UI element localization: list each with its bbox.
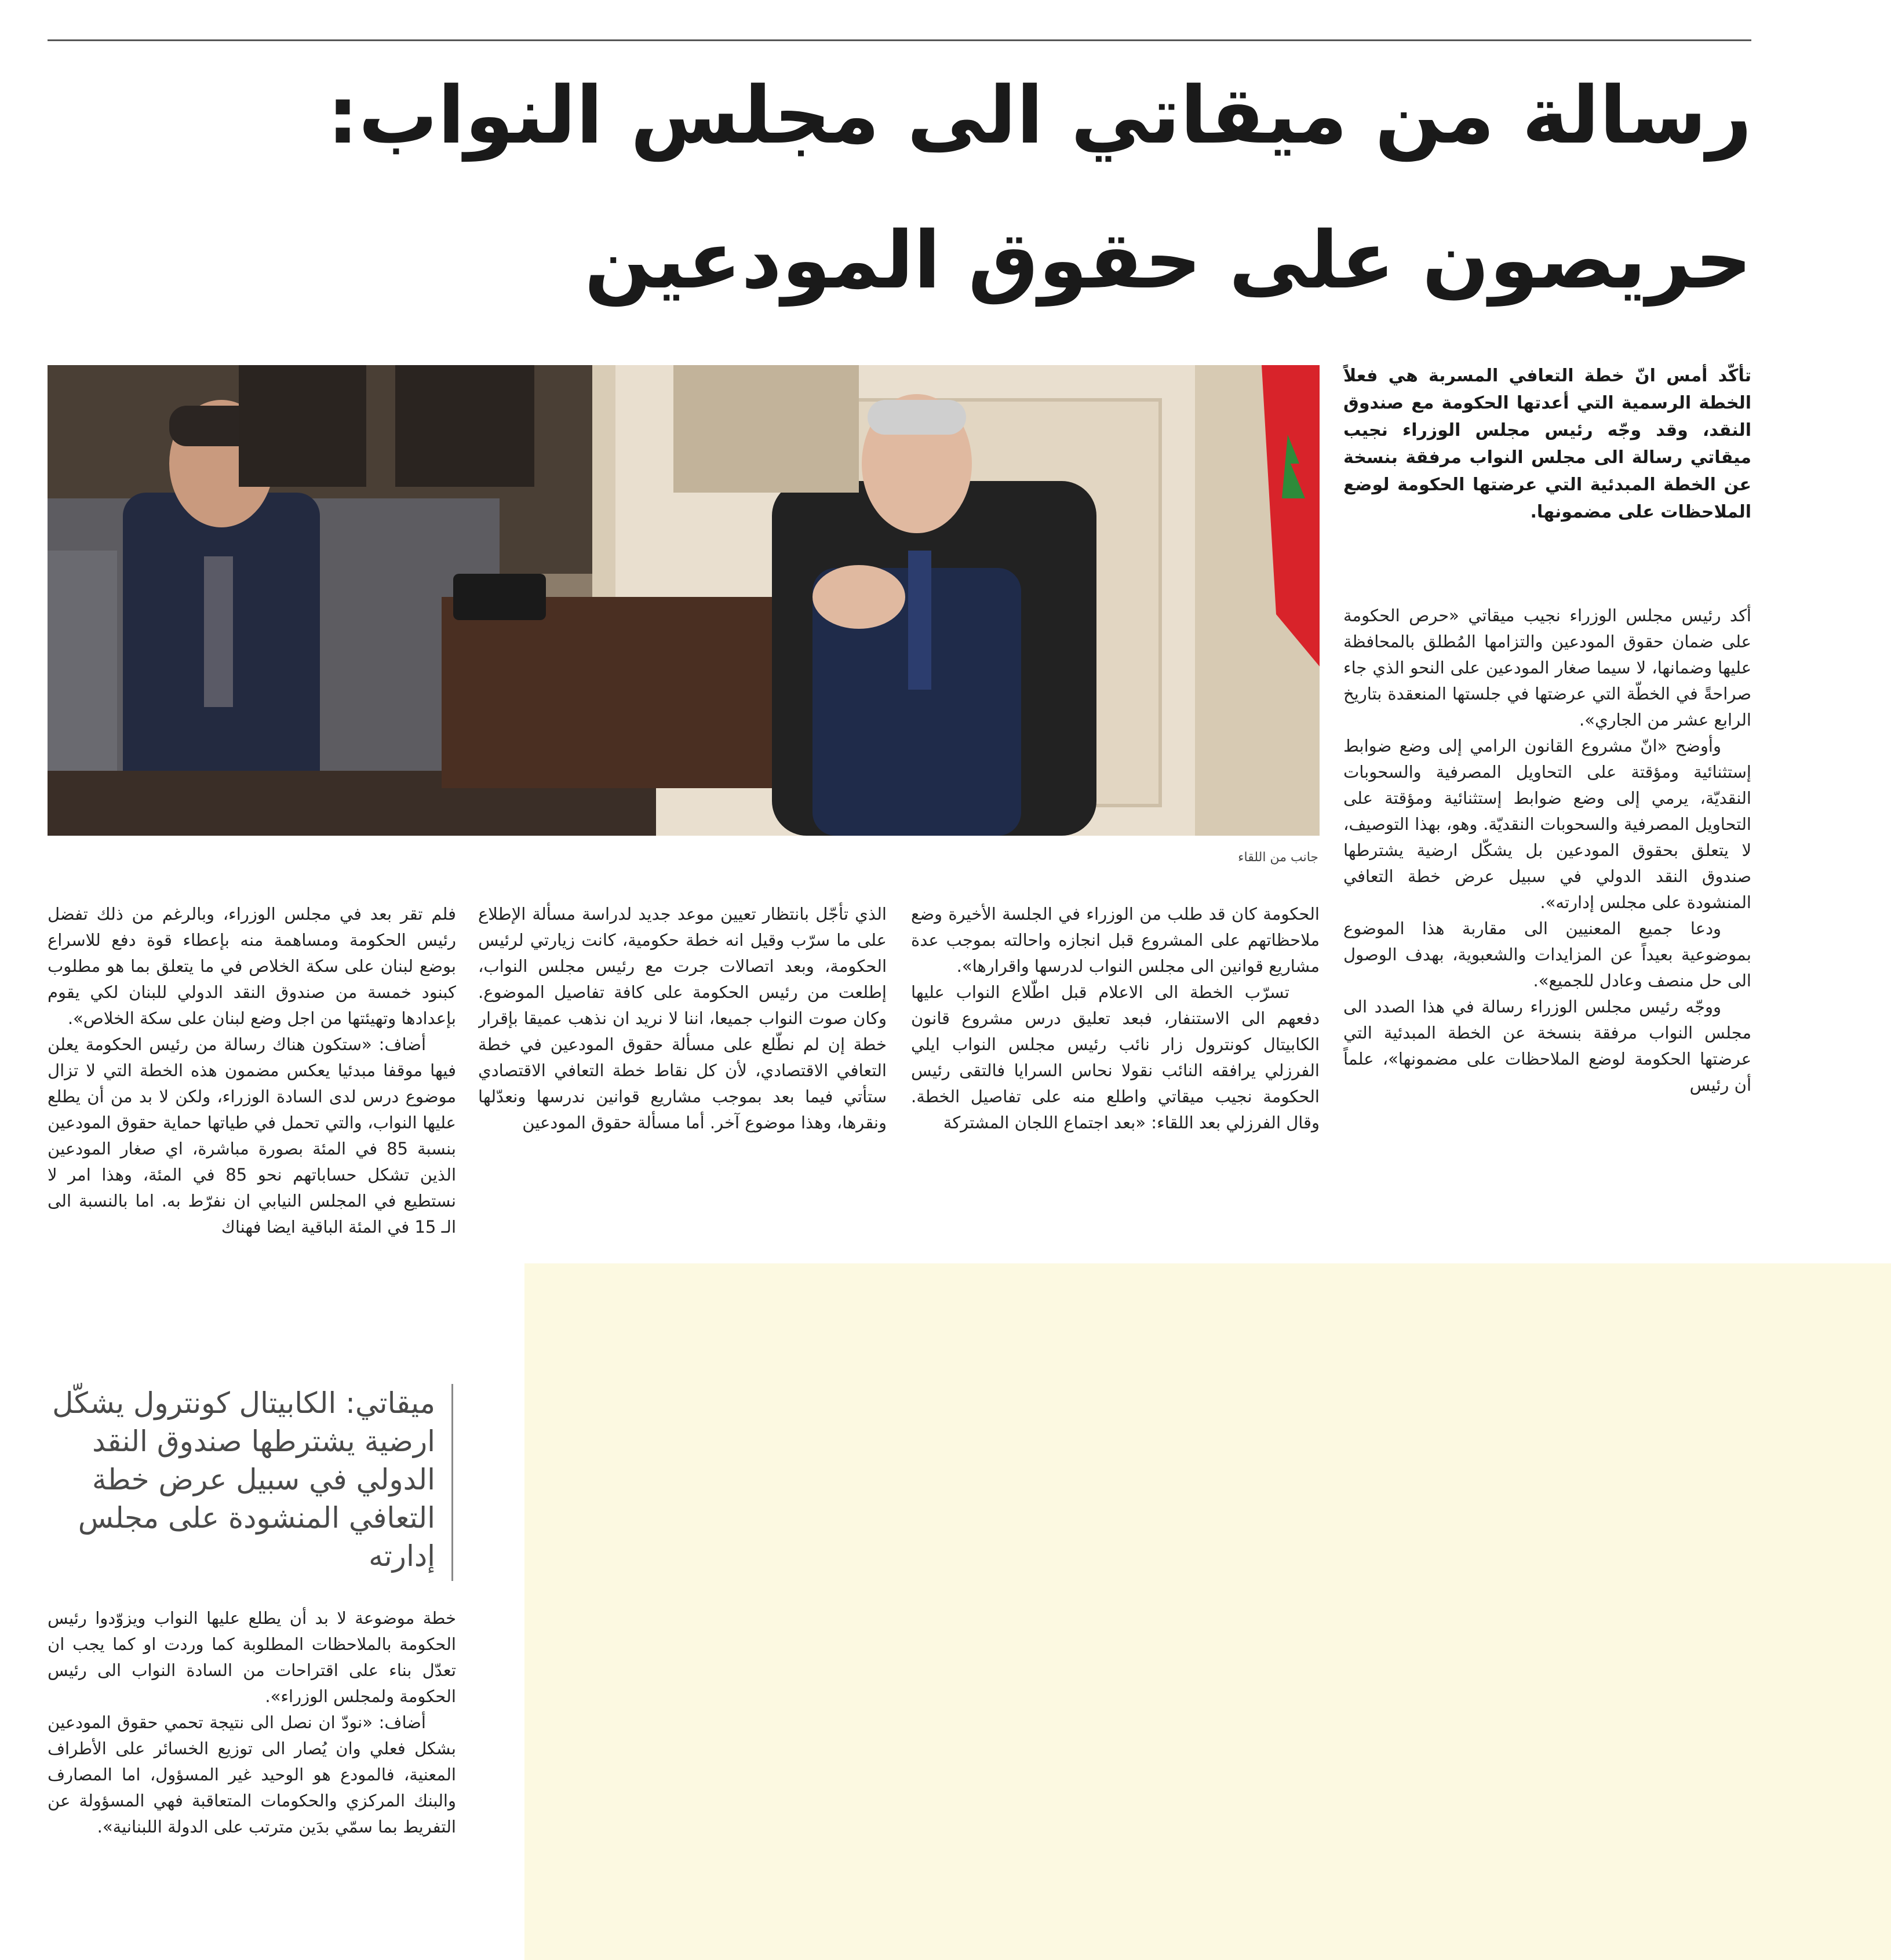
paragraph: أكد رئيس مجلس الوزراء نجيب ميقاتي «حرص الحكومة على ضمان حقوق المودعين والتزامها المُطلق بالمحافظة عليها وضمانها، لا سيما صغار المودعين على النحو الذي جاء صراحةً في الخطّة التي عرضتها في جلستها المنعقدة بتاريخ الرابع عشر من الجاري». xyxy=(1343,606,1751,730)
article-photo xyxy=(48,365,1320,836)
paragraph: الحكومة كان قد طلب من الوزراء في الجلسة الأخيرة وضع ملاحظاتهم على المشروع قبل انجازه واحالته بموجب عدة مشاريع قوانين الى مجلس النواب لدرسها واقرارها». xyxy=(911,904,1320,976)
meeting-photo-illustration xyxy=(48,365,1320,836)
paragraph: الذي تأجّل بانتظار تعيين موعد جديد لدراسة مسألة الإطلاع على ما سرّب وقيل انه خطة حكومية، كانت زيارتي لرئيس الحكومة، وبعد اتصالات جرت مع رئيس مجلس النواب، إطلعت من رئيس الحكومة على كافة تفاصيل الموضوع. وكان صوت النواب جميعا، اننا لا نريد ان نذهب عميقا بإقرار خطة إن لم نطّلع على مسألة حقوق المودعين في خطة التعافي الاقتصادي، لأن كل نقاط خطة التعافي الاقتصادي ستأتي فيما بعد بموجب مشاريع قوانين ندرسها ونعدّلها ونقرها، وهذا موضوع آخر. أما مسألة حقوق المودعين xyxy=(478,904,887,1132)
article-column-3 xyxy=(478,901,887,1229)
article-column-4 xyxy=(48,901,456,1345)
top-rule xyxy=(48,39,1751,41)
ad-placeholder-area xyxy=(524,1263,1891,1960)
photo-caption: جانب من اللقاء xyxy=(1238,850,1318,865)
headline-line-2: حريصون على حقوق المودعين xyxy=(584,215,1752,307)
paragraph: أضاف: «نودّ ان نصل الى نتيجة تحمي حقوق المودعين بشكل فعلي وان يُصار الى توزيع الخسائر على الأطراف المعنية، فالمودع هو الوحيد غير المسؤول، اما المصارف والبنك المركزي والحكومات المتعاقبة فهي المسؤولة عن التفريط بما سمّي بدَين مترتب على الدولة اللبنانية». xyxy=(48,1713,456,1837)
paragraph: وأوضح «انّ مشروع القانون الرامي إلى وضع ضوابط إستثنائية ومؤقتة على التحاويل المصرفية والسحوبات النقديّة، يرمي إلى وضع ضوابط إستثنائية ومؤقتة على التحاويل المصرفية والسحوبات النقديّة. وهو، بهذا التوصيف، لا يتعلق بحقوق المودعين بل يشكّل ارضية يشترطها صندوق النقد الدولي في سبيل عرض خطة التعافي المنشودة على مجلس إدارته». xyxy=(1343,736,1751,912)
paragraph: ودعا جميع المعنيين الى مقاربة هذا الموضوع بموضوعية بعيداً عن المزايدات والشعبوية، بهدف الوصول الى حل منصف وعادل للجميع». xyxy=(1343,919,1751,990)
pull-quote: ميقاتي: الكابيتال كونترول يشكّل ارضية يشترطها صندوق النقد الدولي في سبيل عرض خطة التعافي المنشودة على مجلس إدارته xyxy=(48,1384,453,1581)
lead-text: تأكّد أمس انّ خطة التعافي المسربة هي فعلاً الخطة الرسمية التي أعدتها الحكومة مع صندوق النقد، وقد وجّه رئيس مجلس الوزراء نجيب ميقاتي رسالة الى مجلس النواب مرفقة بنسخة عن الخطة المبدئية التي عرضتها الحكومة لوضع الملاحظات على مضمونها. xyxy=(1343,366,1751,522)
article-column-2 xyxy=(911,901,1320,1229)
paragraph: ووجّه رئيس مجلس الوزراء رسالة في هذا الصدد الى مجلس النواب مرفقة بنسخة عن الخطة المبدئية التي عرضتها الحكومة لوضع الملاحظات على مضمونها»، علماً أن رئيس xyxy=(1343,997,1751,1095)
article-column-5 xyxy=(48,1605,456,1953)
paragraph: أضاف: «ستكون هناك رسالة من رئيس الحكومة يعلن فيها موقفا مبدئيا يعكس مضمون هذه الخطة التي لا تزال موضوع درس لدى السادة الوزراء، ولكن لا بد من أن يطلع عليها النواب، والتي تحمل في طياتها حماية حقوق المودعين بنسبة 85 في المئة بصورة مباشرة، اي صغار المودعين الذين تشكل حساباتهم نحو 85 في المئة، وهذا امر لا نستطيع في المجلس النيابي ان نفرّط به. اما بالنسبة الى الـ 15 في المئة الباقية ايضا فهناك xyxy=(48,1034,456,1237)
lead-paragraph xyxy=(1343,362,1751,526)
paragraph: فلم تقر بعد في مجلس الوزراء، وبالرغم من ذلك تفضل رئيس الحكومة ومساهمة منه بإعطاء قوة دفع للاسراع بوضع لبنان على سكة الخلاص في ما يتعلق بما هو مطلوب كبنود خمسة من صندوق النقد الدولي للبنان لكي يقوم بإعدادها وتهيئتها من اجل وضع لبنان على سكة الخلاص». xyxy=(48,904,456,1028)
paragraph: خطة موضوعة لا بد أن يطلع عليها النواب ويزوّدوا رئيس الحكومة بالملاحظات المطلوبة كما وردت او كما يجب ان تعدّل بناء على اقتراحات من السادة النواب الى رئيس الحكومة ولمجلس الوزراء». xyxy=(48,1608,456,1706)
article-column-1 xyxy=(1343,603,1751,1229)
paragraph: تسرّب الخطة الى الاعلام قبل اطّلاع النواب عليها دفعهم الى الاستنفار، فبعد تعليق درس مشروع قانون الكابيتال كونترول زار نائب رئيس مجلس النواب ايلي الفرزلي يرافقه النائب نقولا نحاس السرايا فالتقى رئيس الحكومة نجيب ميقاتي واطلع منه على تفاصيل الخطة. وقال الفرزلي بعد اللقاء: «بعد اجتماع اللجان المشتركة xyxy=(911,982,1320,1132)
headline-line-1: رسالة من ميقاتي الى مجلس النواب: xyxy=(327,70,1752,162)
